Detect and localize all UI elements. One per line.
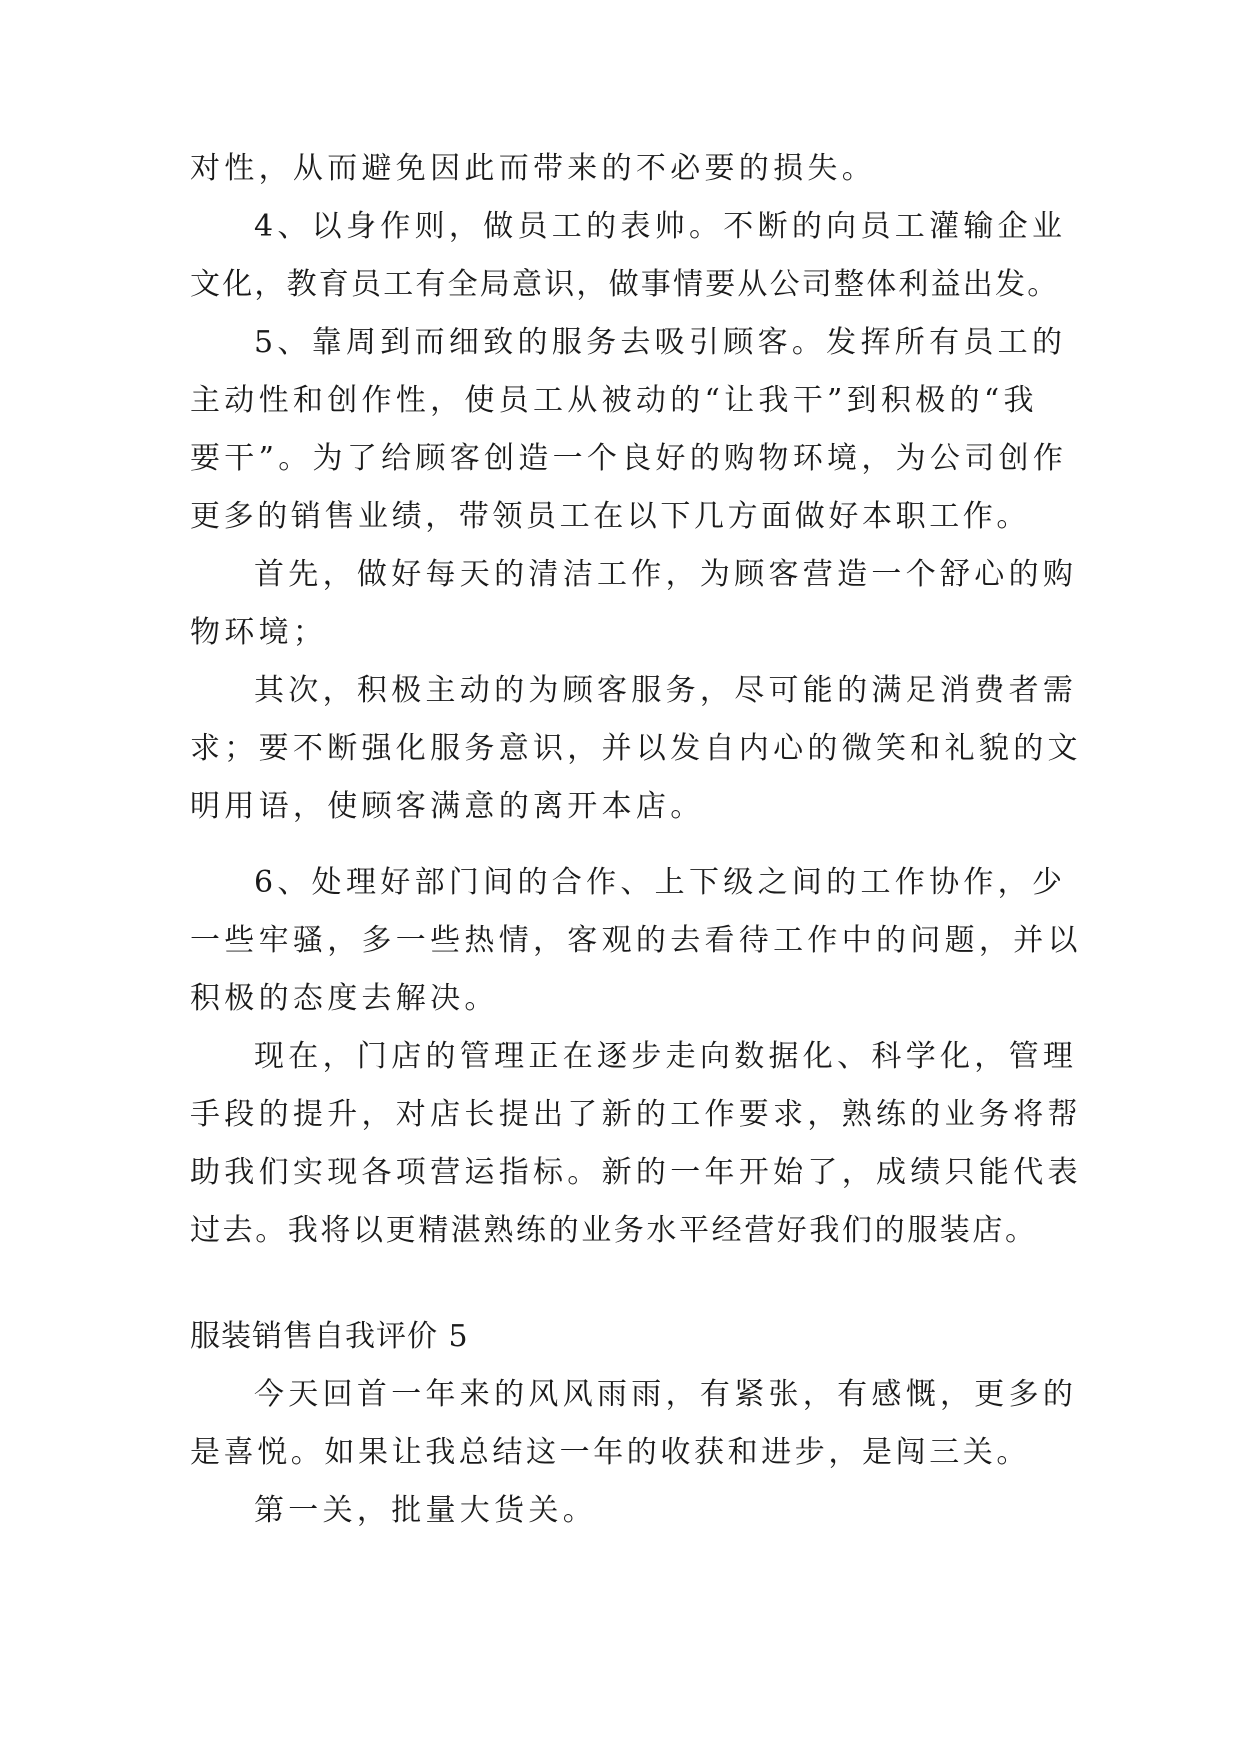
- text-line-19: 过去。我将以更精湛熟练的业务水平经营好我们的服装店。: [190, 1213, 1038, 1248]
- text-line-16: 现在，门店的管理正在逐步走向数据化、科学化，管理: [254, 1039, 1078, 1074]
- text-line-22: 第一关，批量大货关。: [254, 1493, 597, 1528]
- text-line-17: 手段的提升，对店长提出了新的工作要求，熟练的业务将帮: [190, 1097, 1082, 1132]
- text-line-15: 积极的态度去解决。: [190, 981, 499, 1016]
- text-line-21: 是喜悦。如果让我总结这一年的收获和进步，是闯三关。: [190, 1435, 1030, 1470]
- text-line-4: 5、靠周到而细致的服务去吸引顾客。发挥所有员工的: [254, 325, 1067, 360]
- text-line-11: 求；要不断强化服务意识，并以发自内心的微笑和礼貌的文: [190, 731, 1082, 766]
- text-line-3: 文化，教育员工有全局意识，做事情要从公司整体利益出发。: [190, 267, 1060, 302]
- text-line-18: 助我们实现各项营运指标。新的一年开始了，成绩只能代表: [190, 1155, 1082, 1190]
- text-line-6: 要干”。为了给顾客创造一个良好的购物环境，为公司创作: [190, 441, 1068, 476]
- text-line-7: 更多的销售业绩，带领员工在以下几方面做好本职工作。: [190, 499, 1030, 534]
- text-line-12: 明用语，使顾客满意的离开本店。: [190, 789, 705, 824]
- text-line-1: 对性，从而避免因此而带来的不必要的损失。: [190, 151, 876, 186]
- text-line-13: 6、处理好部门间的合作、上下级之间的工作协作，少: [254, 865, 1067, 900]
- text-line-8: 首先，做好每天的清洁工作，为顾客营造一个舒心的购: [254, 557, 1078, 592]
- section-heading: 服装销售自我评价 5: [190, 1319, 469, 1354]
- text-line-2: 4、以身作则，做员工的表帅。不断的向员工灌输企业: [254, 209, 1067, 244]
- text-line-20: 今天回首一年来的风风雨雨，有紧张，有感慨，更多的: [254, 1377, 1078, 1412]
- text-line-14: 一些牢骚，多一些热情，客观的去看待工作中的问题，并以: [190, 923, 1082, 958]
- text-line-9: 物环境；: [190, 615, 328, 650]
- text-line-10: 其次，积极主动的为顾客服务，尽可能的满足消费者需: [254, 673, 1078, 708]
- text-line-5: 主动性和创作性，使员工从被动的“让我干”到积极的“我: [190, 383, 1038, 418]
